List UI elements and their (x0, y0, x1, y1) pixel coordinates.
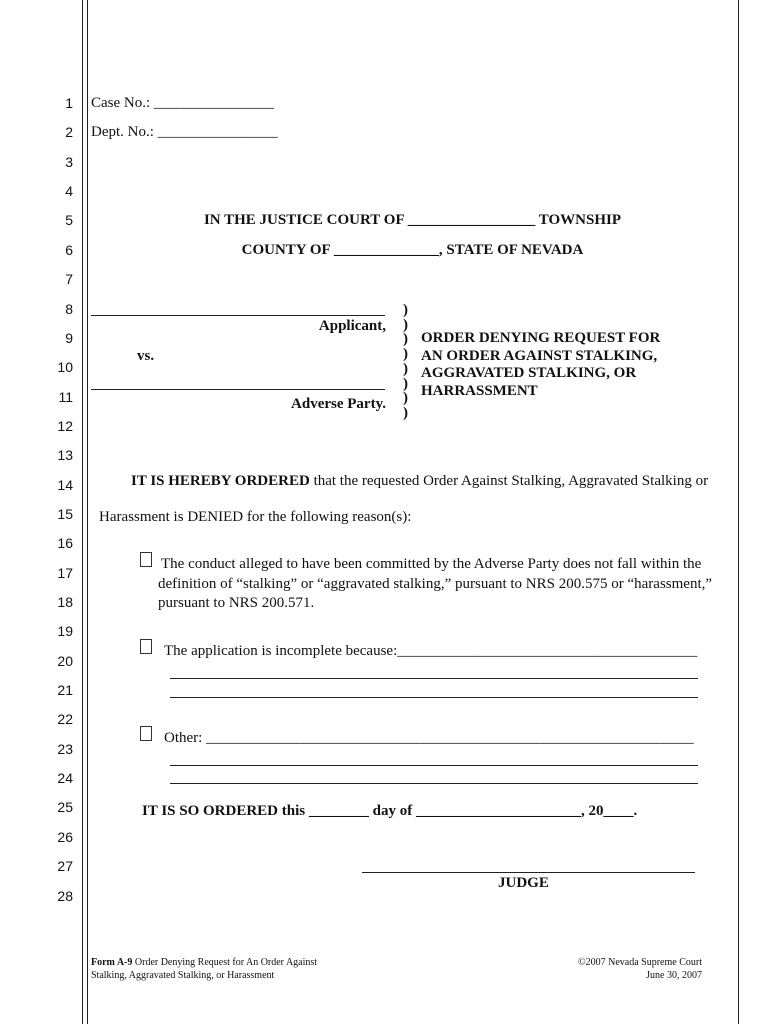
caption-divider-paren: ) (403, 390, 408, 407)
line-number: 16 (57, 535, 73, 552)
line-number: 15 (57, 505, 73, 522)
line-number: 7 (65, 271, 73, 288)
document-title-line: AN ORDER AGAINST STALKING, (421, 348, 658, 364)
reason-incomplete-text: The application is incomplete because:________________________________________ (164, 643, 698, 659)
reason-conduct-text: pursuant to NRS 200.571. (158, 595, 315, 611)
adverse-party-name-line (91, 389, 385, 390)
footer-title-line2: Stalking, Aggravated Stalking, or Harassment (91, 970, 275, 981)
blank-line (170, 765, 698, 766)
right-margin-rule (738, 0, 739, 1024)
caption-divider-paren: ) (403, 302, 408, 318)
blank-line (170, 783, 698, 784)
line-number: 1 (65, 95, 73, 111)
document-title-line: HARRASSMENT (421, 383, 538, 399)
line-number: 6 (65, 241, 73, 258)
order-statement (131, 472, 708, 490)
versus-label: vs. (137, 348, 155, 364)
line-number: 13 (57, 447, 73, 464)
caption-divider-paren: ) (403, 331, 408, 348)
line-number: 12 (57, 417, 73, 434)
footer-copyright: ©2007 Nevada Supreme Court (578, 957, 702, 968)
judge-signature-line (362, 872, 695, 873)
line-number: 14 (57, 476, 73, 493)
applicant-label: Applicant, (318, 318, 386, 334)
line-number: 19 (57, 623, 73, 640)
reason-other-text: Other: _________________________________________________________________ (164, 730, 694, 746)
caption-divider-paren: ) (403, 375, 408, 392)
line-number: 8 (65, 300, 73, 317)
line-number: 21 (57, 682, 73, 698)
order-lead-bold: IT IS HEREBY ORDERED (131, 473, 310, 489)
document-title-line: ORDER DENYING REQUEST FOR (421, 330, 661, 346)
line-number: 2 (65, 124, 73, 141)
so-ordered-statement: IT IS SO ORDERED this ________ day of ______________________, 20____. (142, 803, 638, 819)
line-number: 28 (57, 887, 73, 904)
caption-divider-paren: ) (403, 404, 408, 421)
line-number: 18 (57, 594, 73, 610)
footer-date: June 30, 2007 (646, 970, 702, 981)
order-continuation: Harassment is DENIED for the following reason(s): (99, 509, 412, 525)
case-number-field: Case No.: ________________ (91, 95, 274, 111)
line-number: 5 (65, 212, 73, 229)
caption-divider-paren: ) (403, 346, 408, 363)
reason-checkbox-other[interactable] (140, 726, 152, 741)
line-number: 26 (57, 828, 73, 845)
line-number: 20 (57, 652, 73, 669)
line-number: 11 (58, 388, 73, 405)
line-number: 3 (65, 153, 73, 170)
line-number: 4 (65, 183, 73, 200)
footer-title-line1: Order Denying Request for An Order Against (132, 957, 318, 968)
blank-line (170, 697, 698, 698)
adverse-party-label: Adverse Party. (291, 396, 386, 412)
caption-divider-paren: ) (403, 316, 408, 333)
left-margin-rule-inner (87, 0, 88, 1024)
caption-divider-paren: ) (403, 360, 408, 377)
reason-checkbox-conduct[interactable] (140, 552, 152, 567)
reason-conduct-text: definition of “stalking” or “aggravated stalking,” pursuant to NRS 200.575 or “harassment,” (158, 576, 713, 592)
county-state-heading: COUNTY OF ______________, STATE OF NEVADA (241, 242, 584, 258)
order-lead-rest: that the requested Order Against Stalking, Aggravated Stalking or (309, 473, 709, 489)
judge-label: JUDGE (498, 875, 549, 891)
applicant-name-line (91, 315, 385, 316)
line-number: 17 (57, 564, 73, 581)
reason-conduct-text: The conduct alleged to have been committed by the Adverse Party does not fall within the (161, 556, 702, 572)
court-name-heading: IN THE JUSTICE COURT OF _________________ TOWNSHIP (203, 212, 622, 228)
footer-form-id: Form A-9 (91, 957, 133, 968)
line-number: 23 (57, 740, 73, 757)
line-number: 9 (65, 329, 73, 346)
document-title-line: AGGRAVATED STALKING, OR (421, 365, 637, 381)
line-number: 25 (57, 799, 73, 816)
line-number: 24 (57, 770, 73, 787)
line-number: 22 (57, 711, 73, 728)
blank-line (170, 678, 698, 679)
line-number: 10 (57, 359, 73, 376)
department-number-field: Dept. No.: ________________ (91, 124, 278, 140)
reason-checkbox-incomplete[interactable] (140, 639, 152, 654)
footer-form-title (91, 957, 317, 969)
line-number: 27 (57, 858, 73, 875)
left-margin-rule-outer (82, 0, 83, 1024)
